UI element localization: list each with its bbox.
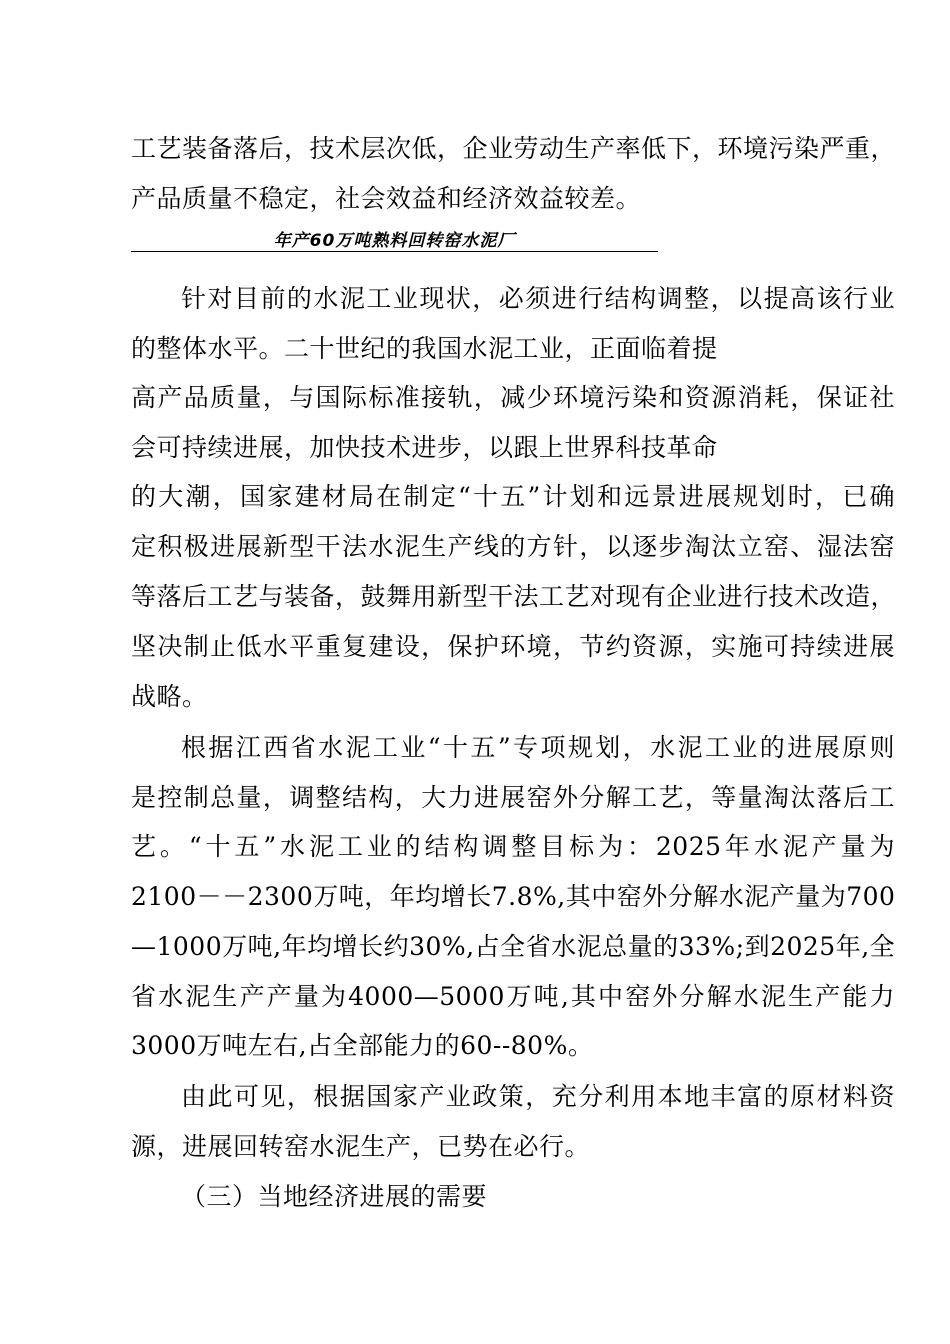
body-line-1: 工艺装备落后，技术层次低，企业劳动生产率低下，环境污染严重， bbox=[131, 134, 897, 163]
body-line-13: 是控制总量，调整结构，大力进展窑外分解工艺，等量淘汰落后工 bbox=[131, 783, 895, 812]
running-header: 年产60万吨熟料回转窑水泥厂 bbox=[131, 231, 658, 252]
body-line-18: 3000万吨左右,占全部能力的60--80%。 bbox=[131, 1031, 594, 1060]
body-line-9: 等落后工艺与装备，鼓舞用新型干法工艺对现有企业进行技术改造， bbox=[131, 582, 897, 611]
body-line-14: 艺。“十五”水泥工业的结构调整目标为：2025年水泥产量为 bbox=[131, 832, 895, 861]
body-line-6: 会可持续进展，加快技术进步，以跟上世界科技革命 bbox=[131, 433, 718, 462]
body-line-19: 由此可见，根据国家产业政策，充分利用本地丰富的原材料资 bbox=[181, 1082, 895, 1111]
body-line-10: 坚决制止低水平重复建设，保护环境，节约资源，实施可持续进展 bbox=[131, 632, 895, 661]
body-line-12: 根据江西省水泥工业“十五”专项规划，水泥工业的进展原则 bbox=[181, 733, 895, 762]
body-line-5: 高产品质量，与国际标准接轨，减少环境污染和资源消耗，保证社 bbox=[131, 383, 895, 412]
body-line-3: 针对目前的水泥工业现状，必须进行结构调整，以提高该行业 bbox=[181, 284, 895, 313]
body-line-7: 的大潮，国家建材局在制定“十五”计划和远景进展规划时，已确 bbox=[131, 482, 895, 511]
body-line-8: 定积极进展新型干法水泥生产线的方针，以逐步淘汰立窑、湿法窑 bbox=[131, 532, 895, 561]
body-line-4: 的整体水平。二十世纪的我国水泥工业，正面临着提 bbox=[131, 334, 718, 363]
section-heading: （三）当地经济进展的需要 bbox=[181, 1182, 488, 1211]
body-line-16: —1000万吨,年均增长约30%,占全省水泥总量的33%;到2025年,全 bbox=[131, 932, 896, 961]
body-line-17: 省水泥生产产量为4000—5000万吨,其中窑外分解水泥生产能力 bbox=[131, 982, 895, 1011]
body-line-15: 2100－－2300万吨，年均增长7.8%,其中窑外分解水泥产量为700 bbox=[131, 882, 896, 911]
body-line-20: 源，进展回转窑水泥生产，已势在必行。 bbox=[131, 1132, 591, 1161]
body-line-11: 战略。 bbox=[131, 682, 208, 711]
body-line-2: 产品质量不稳定，社会效益和经济效益较差。 bbox=[131, 184, 642, 213]
